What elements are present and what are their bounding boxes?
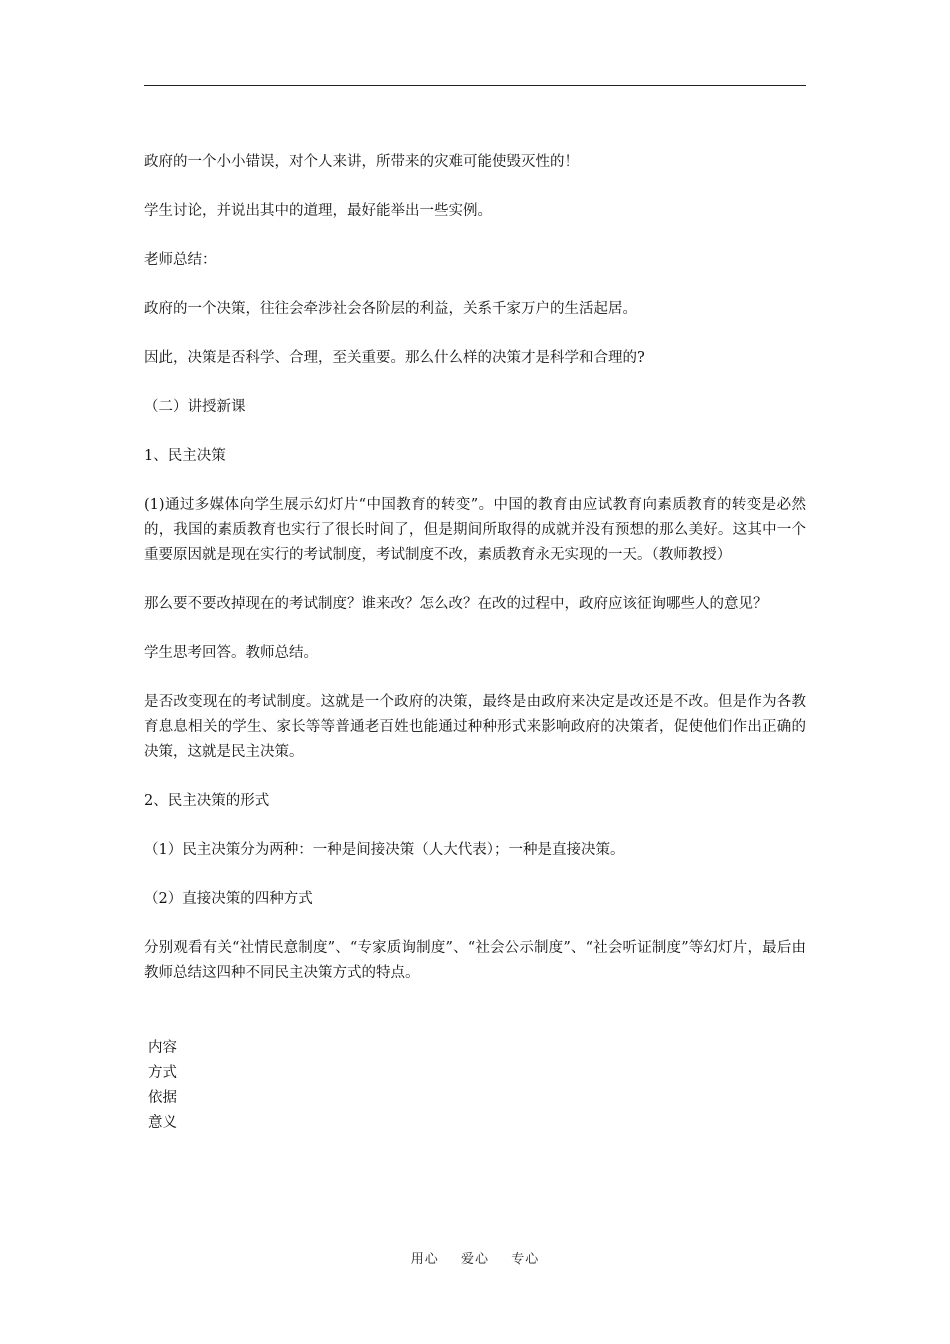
document-body (144, 150, 806, 1136)
page-footer: 用心 爱心 专心 (410, 1252, 540, 1267)
paragraph-two-kinds: （1）民主决策分为两种：一种是间接决策（人大代表）；一种是直接决策。 (144, 842, 625, 858)
paragraph-government-decision: 政府的一个决策，往往会牵涉社会各阶层的利益，关系千家万户的生活起居。 (144, 301, 637, 317)
table-cell-method: 方式 (148, 1065, 177, 1081)
paragraph-exam-questions: 那么要不要改掉现在的考试制度？谁来改？怎么改？在改的过程中，政府应该征询哪些人的意见？ (144, 596, 768, 612)
paragraph-student-answer: 学生思考回答。教师总结。 (144, 645, 318, 661)
subheading-democratic-decision: 1、民主决策 (144, 448, 226, 464)
section-heading-new-lesson: （二）讲授新课 (144, 399, 246, 415)
paragraph-education-slides: (1)通过多媒体向学生展示幻灯片“中国教育的转变”。中国的教育由应试教育向素质教育的转变是必然的，我国的素质教育也实行了很长时间了，但是期间所取得的成就并没有预想的那么美好。这其中一个重要原因就是现在实行的考试制度，考试制度不改，素质教育永无实现的一天。（教师教授） (144, 497, 806, 563)
table-cell-basis: 依据 (148, 1090, 177, 1106)
header-rule (144, 85, 806, 86)
paragraph-intro-error: 政府的一个小小错误，对个人来讲，所带来的灾难可能使毁灭性的！ (144, 154, 579, 170)
table-cell-content: 内容 (148, 1040, 177, 1056)
paragraph-four-ways-heading: （2）直接决策的四种方式 (144, 891, 313, 907)
table-row-labels (148, 1036, 806, 1136)
paragraph-exam-decision: 是否改变现在的考试制度。这就是一个政府的决策，最终是由政府来决定是改还是不改。但是作为各教育息息相关的学生、家长等等普通老百姓也能通过种种形式来影响政府的决策者，促使他们作出正确的决策，这就是民主决策。 (144, 694, 806, 760)
table-cell-significance: 意义 (148, 1115, 177, 1131)
paragraph-scientific-question: 因此，决策是否科学、合理，至关重要。那么什么样的决策才是科学和合理的? (144, 350, 645, 366)
paragraph-student-discussion: 学生讨论，并说出其中的道理，最好能举出一些实例。 (144, 203, 492, 219)
paragraph-slides-summary: 分别观看有关“社情民意制度”、“专家质询制度”、“社会公示制度”、“社会听证制度”等幻灯片，最后由教师总结这四种不同民主决策方式的特点。 (144, 940, 806, 981)
paragraph-teacher-summary-label: 老师总结： (144, 252, 217, 268)
subheading-decision-forms: 2、民主决策的形式 (144, 793, 270, 809)
